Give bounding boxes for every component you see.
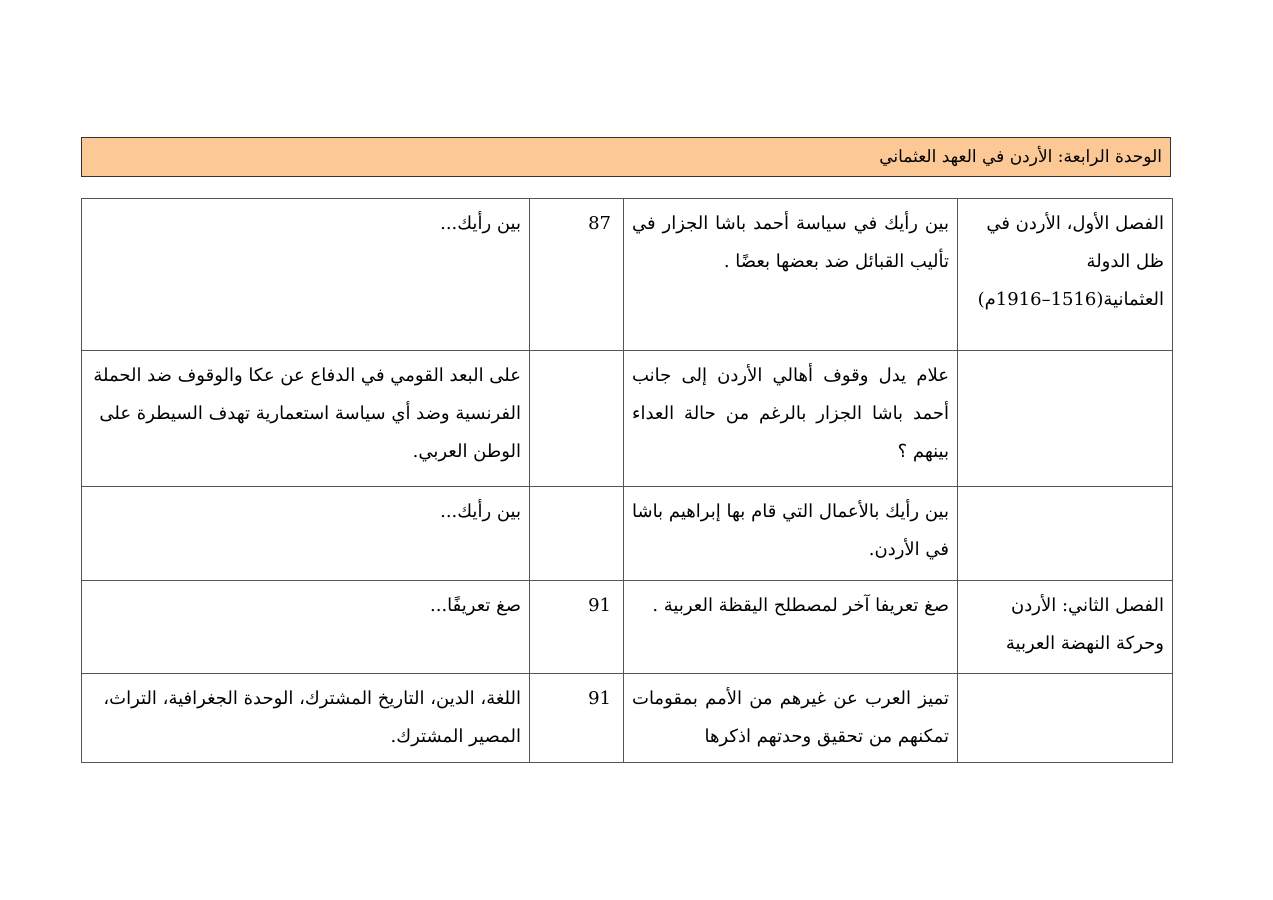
table-row — [82, 487, 1173, 581]
question-cell: تميز العرب عن غيرهم من الأمم بمقومات تمكنهم من تحقيق وحدتهم اذكرها — [624, 674, 958, 763]
question-cell: بين رأيك في سياسة أحمد باشا الجزار في تأليب القبائل ضد بعضها بعضًا . — [624, 199, 958, 351]
unit-title-bar — [81, 137, 1171, 177]
question-cell: علام يدل وقوف أهالي الأردن إلى جانب أحمد باشا الجزار بالرغم من حالة العداء بينهم ؟ — [624, 351, 958, 487]
unit-title: الوحدة الرابعة: الأردن في العهد العثماني — [879, 147, 1162, 167]
table-row — [82, 351, 1173, 487]
answer-cell: اللغة، الدين، التاريخ المشترك، الوحدة الجغرافية، التراث، المصير المشترك. — [82, 674, 530, 763]
page-cell — [530, 581, 624, 674]
page-cell — [530, 487, 624, 581]
answer-cell: بين رأيك... — [82, 487, 530, 581]
page-cell — [530, 199, 624, 351]
page-cell — [530, 674, 624, 763]
table-row — [82, 199, 1173, 351]
lesson-cell: الفصل الأول، الأردن في ظل الدولة العثمانية(1516–1916م) — [958, 199, 1173, 351]
answer-cell: على البعد القومي في الدفاع عن عكا والوقوف ضد الحملة الفرنسية وضد أي سياسة استعمارية تهدف السيطرة على الوطن العربي. — [82, 351, 530, 487]
question-cell: بين رأيك بالأعمال التي قام بها إبراهيم باشا في الأردن. — [624, 487, 958, 581]
question-cell: صغ تعريفا آخر لمصطلح اليقظة العربية . — [624, 581, 958, 674]
page-number: 87 — [588, 213, 611, 234]
table-row — [82, 581, 1173, 674]
page-number: 91 — [588, 688, 611, 709]
lesson-question-table — [81, 198, 1173, 763]
page-number: 91 — [588, 595, 611, 616]
answer-cell: بين رأيك... — [82, 199, 530, 351]
lesson-cell — [958, 487, 1173, 581]
page-cell — [530, 351, 624, 487]
lesson-cell — [958, 351, 1173, 487]
answer-cell: صغ تعريفًا... — [82, 581, 530, 674]
lesson-cell: الفصل الثاني: الأردن وحركة النهضة العربية — [958, 581, 1173, 674]
lesson-cell — [958, 674, 1173, 763]
table-row — [82, 674, 1173, 763]
